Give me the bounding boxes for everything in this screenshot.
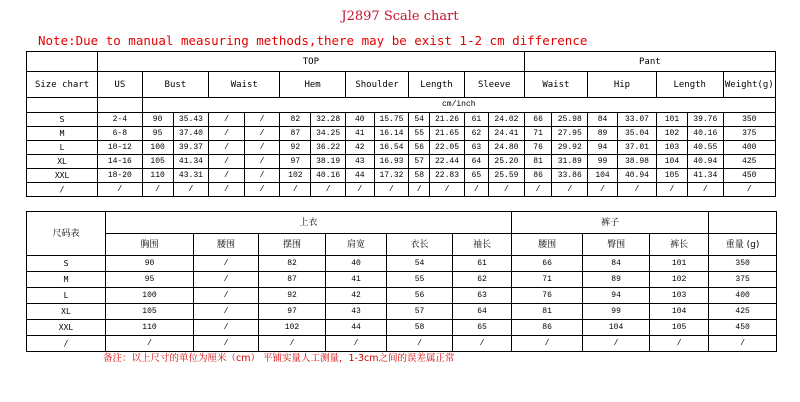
table-row [27, 113, 776, 127]
table-cell: 87 [259, 272, 326, 288]
table-cell: 450 [709, 320, 777, 336]
table-cell: / [98, 183, 142, 197]
table-cell: / [244, 127, 280, 141]
table-cell: 43.31 [173, 169, 209, 183]
table-cell: 104 [583, 320, 650, 336]
table-cell: 25.98 [552, 113, 588, 127]
table-cell: 38.19 [311, 155, 345, 169]
table-cell: 34.25 [311, 127, 345, 141]
table-cell: 15.75 [374, 113, 408, 127]
table-cell: / [723, 183, 775, 197]
table-cell: / [345, 183, 374, 197]
table-cell: 87 [280, 127, 311, 141]
col-waist: Waist [209, 72, 280, 98]
header-blank [27, 52, 98, 72]
table-cell: 104 [588, 169, 618, 183]
table-cell: / [244, 155, 280, 169]
table-cell: 94 [583, 288, 650, 304]
table-cell: / [244, 183, 280, 197]
table-cell: 82 [280, 113, 311, 127]
table-cell: 58 [387, 320, 453, 336]
table-cell: 103 [656, 141, 687, 155]
table-cell: 425 [709, 304, 777, 320]
table-cell: / [209, 155, 245, 169]
table-cell: 2-4 [98, 113, 142, 127]
table-cell: 41 [345, 127, 374, 141]
col-hem-cn: 摆围 [259, 234, 326, 256]
table-cell: 42 [326, 288, 387, 304]
col-waist-cn: 腰围 [194, 234, 259, 256]
table-cell: 40.94 [688, 155, 724, 169]
table-cell: 110 [142, 169, 173, 183]
col-hem: Hem [280, 72, 346, 98]
table-cell: 21.65 [430, 127, 464, 141]
size-cell: M [27, 127, 98, 141]
table-cell: 10-12 [98, 141, 142, 155]
table-cell: 99 [588, 155, 618, 169]
table-cell: / [387, 336, 453, 352]
table-cell: / [326, 336, 387, 352]
table-cell: 63 [453, 288, 512, 304]
table-cell: 57 [387, 304, 453, 320]
table-cell: 29.92 [552, 141, 588, 155]
size-cell: XL [27, 155, 98, 169]
table-cell: 6-8 [98, 127, 142, 141]
table-cell: 400 [723, 141, 775, 155]
size-cell: L [27, 288, 106, 304]
table-row [27, 155, 776, 169]
table-cell: 58 [409, 169, 430, 183]
size-cell: M [27, 272, 106, 288]
table-cell: / [618, 183, 657, 197]
table-cell: 24.41 [489, 127, 525, 141]
size-cell: XL [27, 304, 106, 320]
table-cell: 104 [656, 155, 687, 169]
table-cell: / [173, 183, 209, 197]
table-cell: 32.28 [311, 113, 345, 127]
table-cell: 375 [709, 272, 777, 288]
table-cell: 16.54 [374, 141, 408, 155]
table-cell: 102 [280, 169, 311, 183]
table-cell: / [209, 113, 245, 127]
table-cell: 27.95 [552, 127, 588, 141]
table-cell: 97 [280, 155, 311, 169]
table-cell: 89 [583, 272, 650, 288]
table-row [27, 304, 777, 320]
table-cell: 55 [387, 272, 453, 288]
table-cell: 40 [345, 113, 374, 127]
table-cell: / [374, 183, 408, 197]
table-cell: 35.43 [173, 113, 209, 127]
header-blank [709, 212, 777, 234]
table-cell: 76 [512, 288, 583, 304]
table-cell: 84 [588, 113, 618, 127]
table-cell: / [464, 183, 488, 197]
table-cell: / [656, 183, 687, 197]
group-pant-header-cn: 裤子 [512, 212, 709, 234]
table-cell: 22.05 [430, 141, 464, 155]
table-row [27, 288, 777, 304]
table-cell: 102 [259, 320, 326, 336]
table-cell: 400 [709, 288, 777, 304]
table-cell: 44 [326, 320, 387, 336]
table-cell: / [409, 183, 430, 197]
table-cell: / [552, 183, 588, 197]
table-cell: 90 [142, 113, 173, 127]
table-cell: / [142, 183, 173, 197]
size-cell: XXL [27, 320, 106, 336]
table-cell: 102 [650, 272, 709, 288]
col-pant-waist-cn: 腰围 [512, 234, 583, 256]
table-cell: 92 [259, 288, 326, 304]
measurement-note: Note:Due to manual measuring methods,there may be exist 1-2 cm difference [38, 33, 588, 48]
size-cell: S [27, 113, 98, 127]
table-cell: 40.94 [618, 169, 657, 183]
table-cell: 41 [326, 272, 387, 288]
table-cell: 18-20 [98, 169, 142, 183]
col-bust-cn: 胸围 [106, 234, 194, 256]
col-size-chart: Size chart [27, 72, 98, 98]
table-cell: 100 [142, 141, 173, 155]
table-cell: 41.34 [688, 169, 724, 183]
table-cell: 110 [106, 320, 194, 336]
table-cell: / [194, 288, 259, 304]
table-cell: 66 [512, 256, 583, 272]
table-cell: / [524, 183, 552, 197]
table-cell: 84 [583, 256, 650, 272]
table-cell: 86 [524, 169, 552, 183]
col-pant-waist: Waist [524, 72, 587, 98]
table-cell: / [106, 336, 194, 352]
table-cell: 63 [464, 141, 488, 155]
col-shoulder: Shoulder [345, 72, 408, 98]
table-cell: 76 [524, 141, 552, 155]
col-weight-cn: 重量 (g) [709, 234, 777, 256]
unit-blank [98, 98, 142, 113]
table-cell: 37.40 [173, 127, 209, 141]
table-cell: 350 [709, 256, 777, 272]
table-cell: 350 [723, 113, 775, 127]
col-hip-cn: 臀围 [583, 234, 650, 256]
table-cell: 65 [453, 320, 512, 336]
size-cell: / [27, 336, 106, 352]
table-cell: / [194, 320, 259, 336]
table-cell: 97 [259, 304, 326, 320]
table-cell: / [244, 169, 280, 183]
size-cell: S [27, 256, 106, 272]
col-length: Length [409, 72, 465, 98]
table-cell: 92 [280, 141, 311, 155]
table-cell: 41.34 [173, 155, 209, 169]
table-cell: 105 [106, 304, 194, 320]
table-cell: / [244, 113, 280, 127]
table-cell: / [259, 336, 326, 352]
table-cell: 56 [409, 141, 430, 155]
table-cell: 64 [464, 155, 488, 169]
table-cell: 33.86 [552, 169, 588, 183]
table-cell: 62 [453, 272, 512, 288]
table-cell: 82 [259, 256, 326, 272]
col-shoulder-cn: 肩宽 [326, 234, 387, 256]
col-sleeve-cn: 袖长 [453, 234, 512, 256]
table-cell: 24.80 [489, 141, 525, 155]
table-cell: / [311, 183, 345, 197]
size-table-english [26, 51, 776, 197]
table-cell: 17.32 [374, 169, 408, 183]
table-cell: 102 [656, 127, 687, 141]
table-cell: 54 [409, 113, 430, 127]
group-pant-header: Pant [524, 52, 775, 72]
table-cell: 31.89 [552, 155, 588, 169]
table-cell: 22.83 [430, 169, 464, 183]
size-cell: L [27, 141, 98, 155]
table-cell: 40 [326, 256, 387, 272]
table-cell: 25.20 [489, 155, 525, 169]
table-cell: 90 [106, 256, 194, 272]
col-pant-length-cn: 裤长 [650, 234, 709, 256]
col-sleeve: Sleeve [464, 72, 524, 98]
col-size-cn: 尺码表 [27, 212, 106, 256]
table-row [27, 169, 776, 183]
table-cell: 101 [656, 113, 687, 127]
table-cell: 64 [453, 304, 512, 320]
table-cell: / [194, 336, 259, 352]
table-cell: 16.93 [374, 155, 408, 169]
table-cell: 40.16 [311, 169, 345, 183]
table-cell: 16.14 [374, 127, 408, 141]
col-length-cn: 衣长 [387, 234, 453, 256]
table-cell: 62 [464, 127, 488, 141]
table-cell: 61 [453, 256, 512, 272]
group-top-header: TOP [98, 52, 525, 72]
table-cell: 14-16 [98, 155, 142, 169]
table-cell: 425 [723, 155, 775, 169]
table-cell: 61 [464, 113, 488, 127]
table-cell: / [209, 169, 245, 183]
table-cell: / [453, 336, 512, 352]
table-cell: 95 [142, 127, 173, 141]
table-cell: 101 [650, 256, 709, 272]
group-top-header-cn: 上衣 [106, 212, 512, 234]
col-us: US [98, 72, 142, 98]
table-cell: 105 [142, 155, 173, 169]
size-cell: / [27, 183, 98, 197]
table-cell: 36.22 [311, 141, 345, 155]
table-cell: 54 [387, 256, 453, 272]
table-cell: 25.59 [489, 169, 525, 183]
table-cell: 105 [650, 320, 709, 336]
table-cell: 43 [345, 155, 374, 169]
col-bust: Bust [142, 72, 209, 98]
table-cell: / [583, 336, 650, 352]
table-cell: / [489, 183, 525, 197]
table-cell: 40.55 [688, 141, 724, 155]
table-row [27, 127, 776, 141]
unit-blank [27, 98, 98, 113]
table-row [27, 141, 776, 155]
table-cell: / [709, 336, 777, 352]
chart-title: J2897 Scale chart [341, 9, 459, 24]
table-cell: / [280, 183, 311, 197]
table-cell: 33.07 [618, 113, 657, 127]
table-cell: 450 [723, 169, 775, 183]
table-cell: / [244, 141, 280, 155]
table-cell: 43 [326, 304, 387, 320]
table-cell: 39.76 [688, 113, 724, 127]
table-cell: 22.44 [430, 155, 464, 169]
table-cell: 105 [656, 169, 687, 183]
table-cell: 66 [524, 113, 552, 127]
table-cell: / [194, 272, 259, 288]
table-cell: 39.37 [173, 141, 209, 155]
col-pant-length: Length [656, 72, 723, 98]
table-row [27, 320, 777, 336]
size-cell: XXL [27, 169, 98, 183]
footnote: 备注：以上尺寸的单位为厘米（cm） 平铺实量人工测量，1-3cm之间的误差属正常 [103, 353, 455, 364]
table-cell: 95 [106, 272, 194, 288]
table-cell: 40.16 [688, 127, 724, 141]
table-cell: / [512, 336, 583, 352]
table-cell: / [209, 141, 245, 155]
table-cell: 375 [723, 127, 775, 141]
table-cell: 38.98 [618, 155, 657, 169]
table-cell: 21.26 [430, 113, 464, 127]
table-cell: 44 [345, 169, 374, 183]
table-cell: / [688, 183, 724, 197]
table-cell: 57 [409, 155, 430, 169]
table-cell: / [650, 336, 709, 352]
table-cell: 100 [106, 288, 194, 304]
table-cell: 89 [588, 127, 618, 141]
unit-label: cm/inch [142, 98, 775, 113]
table-cell: 71 [524, 127, 552, 141]
table-cell: / [194, 304, 259, 320]
table-cell: 86 [512, 320, 583, 336]
table-cell: / [209, 183, 245, 197]
table-cell: 42 [345, 141, 374, 155]
table-cell: 81 [512, 304, 583, 320]
table-cell: 65 [464, 169, 488, 183]
table-row [27, 272, 777, 288]
table-cell: / [209, 127, 245, 141]
table-cell: 81 [524, 155, 552, 169]
size-table-chinese [26, 211, 777, 352]
table-cell: 103 [650, 288, 709, 304]
table-cell: 99 [583, 304, 650, 320]
table-cell: 94 [588, 141, 618, 155]
table-cell: / [430, 183, 464, 197]
table-row [27, 183, 776, 197]
table-cell: 35.04 [618, 127, 657, 141]
table-cell: 55 [409, 127, 430, 141]
table-cell: 71 [512, 272, 583, 288]
table-cell: 37.01 [618, 141, 657, 155]
table-cell: / [588, 183, 618, 197]
table-cell: 24.02 [489, 113, 525, 127]
col-weight: Weight(g) [723, 72, 775, 98]
table-cell: 104 [650, 304, 709, 320]
col-hip: Hip [588, 72, 657, 98]
table-cell: / [194, 256, 259, 272]
table-cell: 56 [387, 288, 453, 304]
table-row [27, 256, 777, 272]
